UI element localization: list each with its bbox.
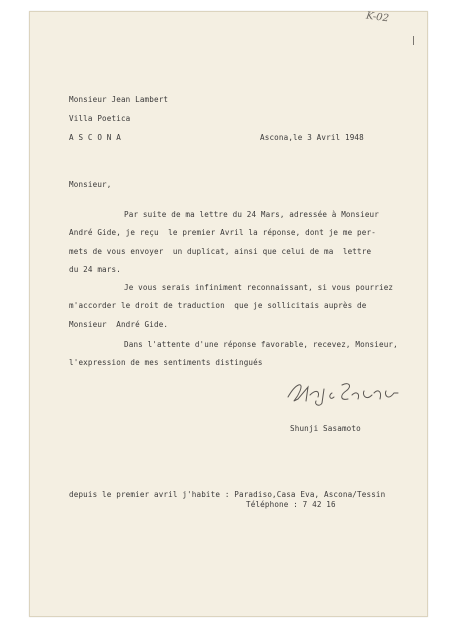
para2-line1: Je vous serais infiniment reconnaissant, si vous pourriez [124, 283, 394, 292]
para1-line2: André Gide, je reçu le premier Avril la réponse, dont je me per- [69, 228, 376, 237]
recipient-place: Villa Poetica [69, 114, 131, 123]
footer-address: depuis le premier avril j'habite : Paradiso,Casa Eva, Ascona/Tessin [69, 490, 386, 499]
salutation: Monsieur, [69, 180, 112, 189]
recipient-name: Monsieur Jean Lambert [69, 95, 169, 104]
para1-line1: Par suite de ma lettre du 24 Mars, adressée à Monsieur [124, 210, 379, 219]
date-line: Ascona,le 3 Avril 1948 [260, 133, 364, 142]
archive-mark: K-02 [365, 10, 390, 25]
typed-signature: Shunji Sasamoto [290, 424, 361, 433]
handwritten-signature [286, 377, 406, 407]
archive-tick [413, 36, 414, 45]
recipient-city: A S C O N A [69, 133, 121, 142]
para3-line1: Dans l'attente d'une réponse favorable, recevez, Monsieur, [124, 340, 398, 349]
para2-line3: Monsieur André Gide. [69, 320, 169, 329]
para2-line2: m'accorder le droit de traduction que je sollicitais auprès de [69, 301, 367, 310]
footer-phone: Téléphone : 7 42 16 [246, 500, 336, 509]
para1-line3: mets de vous envoyer un duplicat, ainsi que celui de ma lettre [69, 247, 372, 256]
para1-line4: du 24 mars. [69, 265, 121, 274]
para3-line2: l'expression de mes sentiments distingués [69, 358, 263, 367]
